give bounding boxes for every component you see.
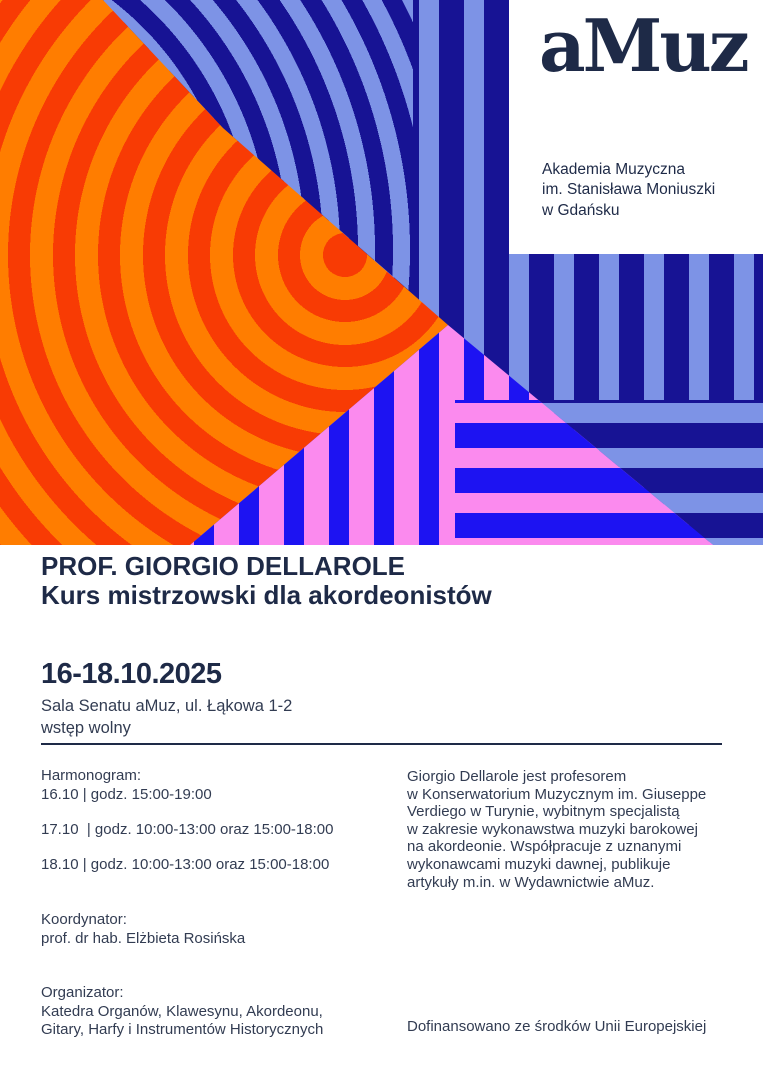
academy-line: w Gdańsku	[542, 201, 620, 219]
bio-line: artykuły m.in. w Wydawnictwie aMuz.	[407, 873, 655, 891]
schedule	[41, 766, 333, 874]
event-dates: 16-18.10.2025	[41, 658, 222, 690]
organizer	[41, 984, 323, 1040]
schedule-item: 18.10 | godz. 10:00-13:00 oraz 15:00-18:00	[41, 856, 330, 873]
bio-line: Verdiego w Turynie, wybitnym specjalistą	[407, 803, 680, 821]
coordinator-name: prof. dr hab. Elżbieta Rosińska	[41, 929, 246, 947]
organizer-heading: Organizator:	[41, 984, 124, 1001]
academy-line: im. Stanisława Moniuszki	[542, 181, 716, 199]
logo-box	[509, 0, 763, 254]
course-title: Kurs mistrzowski dla akordeonistów	[41, 580, 492, 610]
divider-line	[41, 743, 722, 745]
funding-note: Dofinansowano ze środków Unii Europejskiej	[407, 1018, 707, 1035]
bio-line: w Konserwatorium Muzycznym im. Giuseppe	[407, 785, 707, 803]
venue: Sala Senatu aMuz, ul. Łąkowa 1-2	[41, 697, 293, 715]
bio-line: na akordeonie. Współpracuje z uznanymi	[407, 838, 682, 856]
page-title	[41, 552, 492, 610]
academy-line: Akademia Muzyczna	[542, 161, 686, 178]
organizer-line: Katedra Organów, Klawesynu, Akordeonu,	[41, 1002, 323, 1020]
academy-name	[542, 160, 715, 221]
schedule-item: 17.10 | godz. 10:00-13:00 oraz 15:00-18:00	[41, 821, 334, 838]
schedule-heading: Harmonogram:	[41, 767, 142, 784]
admission: wstęp wolny	[41, 719, 131, 737]
venue-block	[41, 695, 292, 739]
schedule-item: 16.10 | godz. 15:00-19:00	[41, 786, 212, 803]
organizer-line: Gitary, Harfy i Instrumentów Historycznych	[41, 1021, 324, 1038]
amuz-logo: aMuz	[539, 3, 747, 88]
professor-name: PROF. GIORGIO DELLAROLE	[41, 551, 406, 581]
bio-line: w zakresie wykonawstwa muzyki barokowej	[407, 820, 698, 838]
bio-line: wykonawcami muzyki dawnej, publikuje	[407, 855, 671, 873]
coordinator	[41, 911, 245, 948]
bio-line: Giorgio Dellarole jest profesorem	[407, 768, 627, 785]
professor-bio	[407, 768, 747, 891]
coordinator-heading: Koordynator:	[41, 911, 127, 928]
